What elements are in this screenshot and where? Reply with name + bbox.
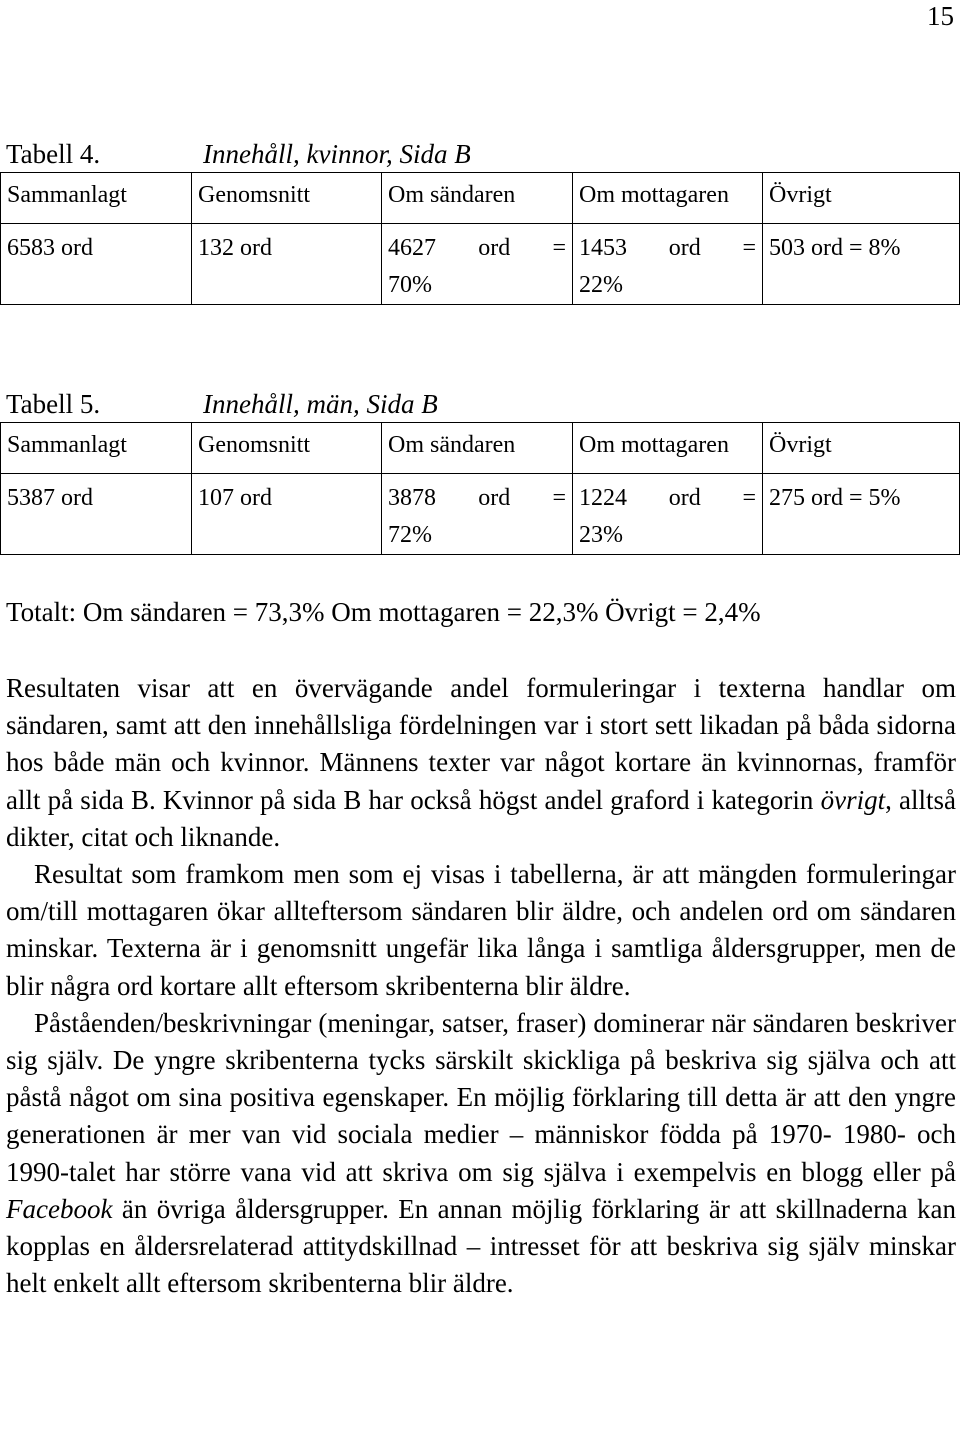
table5-other-cell: 275 ord = 5% [763, 474, 960, 555]
sender-percent: 70% [388, 272, 432, 298]
paragraph-additional-results: Resultat som framkom men som ej visas i tabellerna, är att mängden formuleringar om/till mottagaren ökar allteftersom sändaren blir äldre, och andelen ord om sändaren minskar. Texterna är i genomsnitt ungefär lika långa i samtliga åldersgrupper, men de blir några ord kortare allt eftersom skribenterna blir äldre. [6, 859, 956, 1001]
table5 [0, 422, 960, 555]
receiver-count: 1224 [579, 485, 627, 511]
table5-header-cell: Om sändaren [382, 423, 573, 474]
body-text [6, 670, 956, 1302]
sender-count: 4627 [388, 235, 436, 261]
table5-header-row [1, 423, 960, 474]
receiver-count: 1453 [579, 235, 627, 261]
paragraph-results-emphasis: övrigt [820, 784, 886, 815]
table4-sender-cell [382, 224, 573, 305]
table4-header-row [1, 173, 960, 224]
sender-equals: = [552, 235, 566, 261]
table5-average-cell: 107 ord [192, 474, 382, 555]
table4 [0, 172, 960, 305]
sender-unit: ord [478, 485, 511, 511]
table5-header-cell: Om mottagaren [573, 423, 763, 474]
paragraph-results [6, 670, 956, 856]
table4-label: Tabell 4. [6, 139, 101, 169]
table5-title: Innehåll, män, Sida B [203, 389, 438, 419]
paragraph-statements-emphasis: Facebook [6, 1193, 113, 1224]
table4-caption [6, 138, 471, 170]
receiver-equals: = [742, 235, 756, 261]
table4-header-cell: Om sändaren [382, 173, 573, 224]
table4-average-cell: 132 ord [192, 224, 382, 305]
table4-header-cell: Genomsnitt [192, 173, 382, 224]
receiver-percent: 22% [579, 272, 623, 298]
table5-header-cell: Genomsnitt [192, 423, 382, 474]
table5-total-cell: 5387 ord [1, 474, 192, 555]
sender-count: 3878 [388, 485, 436, 511]
table4-header-cell: Övrigt [763, 173, 960, 224]
table5-values-row [1, 474, 960, 555]
table4-title: Innehåll, kvinnor, Sida B [203, 139, 471, 169]
table5-header-cell: Sammanlagt [1, 423, 192, 474]
table4-receiver-cell [573, 224, 763, 305]
paragraph-results-text: Resultaten visar att en övervägande andel formuleringar i texterna handlar om sändaren, samt att den innehållsliga fördelningen var i stort sett likadan på båda sidorna hos både män och kvinnor. Männens texter var något kortare än kvinnornas, framför allt på sida B. Kvinnor på sida B har också högst andel graford i kategorin [6, 673, 956, 815]
sender-percent: 72% [388, 522, 432, 548]
page-number: 15 [927, 1, 954, 31]
table4-header-cell: Sammanlagt [1, 173, 192, 224]
table4-header-cell: Om mottagaren [573, 173, 763, 224]
paragraph-statements-text-end: än övriga åldersgrupper. En annan möjlig förklaring är att skillnaderna kan kopplas en åldersrelaterad attitydskillnad – intresset för att beskriva sig själv minskar helt enkelt allt eftersom skribenterna blir äldre. [6, 1193, 956, 1299]
receiver-unit: ord [668, 485, 701, 511]
table4-total-cell: 6583 ord [1, 224, 192, 305]
table5-header-cell: Övrigt [763, 423, 960, 474]
table4-other-cell: 503 ord = 8% [763, 224, 960, 305]
paragraph-results-text-end: , alltså dikter, citat och liknande. [6, 784, 956, 852]
paragraph-statements [6, 1005, 956, 1303]
receiver-unit: ord [668, 235, 701, 261]
table5-caption [6, 388, 438, 420]
receiver-equals: = [742, 485, 756, 511]
paragraph-statements-text: Påståenden/beskrivningar (meningar, satser, fraser) dominerar när sändaren beskriver sig själv. De yngre skribenterna tycks särskilt skickliga på beskriva sig själva och att påstå något om sina positiva egenskaper. En möjlig förklaring till detta är att den yngre generationen är mer van vid sociala medier – människor födda på 1970- 1980- och 1990-talet har större vana vid att skriva om sig själva i exempelvis en blogg eller på [6, 1007, 956, 1187]
sender-equals: = [552, 485, 566, 511]
table5-sender-cell [382, 474, 573, 555]
table5-receiver-cell [573, 474, 763, 555]
table5-label: Tabell 5. [6, 389, 101, 419]
sender-unit: ord [478, 235, 511, 261]
totals-line: Totalt: Om sändaren = 73,3% Om mottagaren = 22,3% Övrigt = 2,4% [6, 597, 761, 627]
table4-values-row [1, 224, 960, 305]
receiver-percent: 23% [579, 522, 623, 548]
